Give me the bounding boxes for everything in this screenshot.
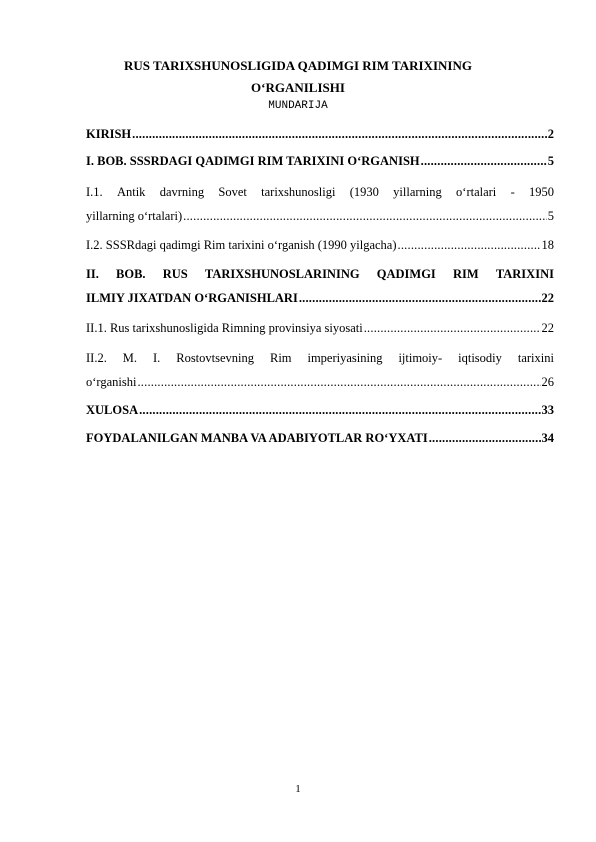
title-word: Antik — [116, 185, 146, 199]
title-word: iqtisodiy — [458, 351, 502, 365]
title-word: yillarning — [393, 185, 442, 199]
title-word: (1930 — [349, 185, 379, 199]
toc-leader-dots — [398, 233, 541, 257]
toc-entry-title-line-1 — [86, 180, 554, 204]
toc-entry-section-1-1[interactable] — [86, 180, 554, 228]
title-word: tarixini — [517, 351, 554, 365]
toc-entry-xulosa[interactable] — [86, 398, 554, 422]
toc-leader-dots — [132, 122, 547, 146]
toc-page-number: 18 — [541, 238, 554, 252]
toc-entry-section-2-1[interactable] — [86, 316, 554, 340]
toc-entry-title-line-1 — [86, 262, 554, 286]
toc-leader-dots — [183, 204, 547, 228]
toc-entry-title: KIRISH — [86, 127, 132, 141]
document-title — [60, 55, 536, 99]
toc-page-number: 34 — [541, 431, 554, 445]
title-word: davrning — [159, 185, 205, 199]
toc-entry-section-2-2[interactable] — [86, 346, 554, 394]
title-word: I.1. — [86, 185, 103, 199]
toc-entry-chapter-1[interactable] — [86, 149, 554, 173]
toc-entry-title-line-1 — [86, 346, 554, 370]
toc-entry-title: II.1. Rus tarixshunosligida Rimning provinsiya siyosati — [86, 321, 363, 335]
toc-entry-title-line-2: o‘rganishi — [86, 375, 137, 389]
title-word: II.2. — [86, 351, 107, 365]
title-word: imperiyasining — [307, 351, 383, 365]
title-word: Rim — [269, 351, 292, 365]
page-number: 1 — [295, 783, 301, 795]
toc-entry-section-1-2[interactable] — [86, 233, 554, 257]
toc-entry-kirish[interactable] — [86, 122, 554, 146]
title-word: TARIXSHUNOSLARINING — [204, 267, 360, 281]
title-line-2: O‘RGANILISHI — [251, 80, 345, 95]
contents-heading: MUNDARIJA — [268, 100, 328, 112]
title-word: RUS — [162, 267, 188, 281]
title-word: II. — [86, 267, 99, 281]
toc-page-number: 5 — [547, 154, 554, 168]
toc-entry-title: I.2. SSSRdagi qadimgi Rim tarixini o‘rganish (1990 yilgacha) — [86, 238, 397, 252]
toc-page-number: 22 — [541, 321, 554, 335]
title-word: I. — [152, 351, 161, 365]
title-word: RIM — [452, 267, 479, 281]
toc-page-number: 33 — [541, 403, 554, 417]
title-word: QADIMGI — [376, 267, 436, 281]
title-word: o‘rtalari — [456, 185, 497, 199]
toc-entry-title-line-2: ILMIY JIXATDAN O‘RGANISHLARI — [86, 291, 298, 305]
toc-entry-title: XULOSA — [86, 403, 139, 417]
toc-page-number: 22 — [541, 291, 554, 305]
toc-entry-title-line-2: yillarning o‘rtalari) — [86, 209, 183, 223]
title-word: - — [510, 185, 515, 199]
toc-leader-dots — [429, 426, 541, 450]
title-line-1: RUS TARIXSHUNOSLIGIDA QADIMGI RIM TARIXINING — [124, 58, 472, 73]
title-word: 1950 — [529, 185, 554, 199]
title-word: BOB. — [116, 267, 146, 281]
toc-page-number: 26 — [541, 375, 554, 389]
toc-leader-dots — [137, 370, 540, 394]
toc-entry-references[interactable] — [86, 426, 554, 450]
toc-page-number: 5 — [547, 209, 554, 223]
title-word: TARIXINI — [495, 267, 554, 281]
title-word: tarixshunosligi — [261, 185, 336, 199]
toc-leader-dots — [139, 398, 540, 422]
toc-entry-title: I. BOB. SSSRDAGI QADIMGI RIM TARIXINI O‘RGANISH — [86, 154, 420, 168]
toc-entry-title: FOYDALANILGAN MANBA VA ADABIYOTLAR RO‘YXATI — [86, 431, 428, 445]
toc-leader-dots — [421, 149, 547, 173]
title-word: M. — [122, 351, 138, 365]
toc-page-number: 2 — [547, 127, 554, 141]
title-word: Rostovtsevning — [176, 351, 255, 365]
toc-leader-dots — [364, 316, 541, 340]
toc-leader-dots — [299, 286, 541, 310]
title-word: Sovet — [218, 185, 247, 199]
toc-entry-chapter-2[interactable] — [86, 262, 554, 310]
title-word: ijtimoiy- — [398, 351, 443, 365]
